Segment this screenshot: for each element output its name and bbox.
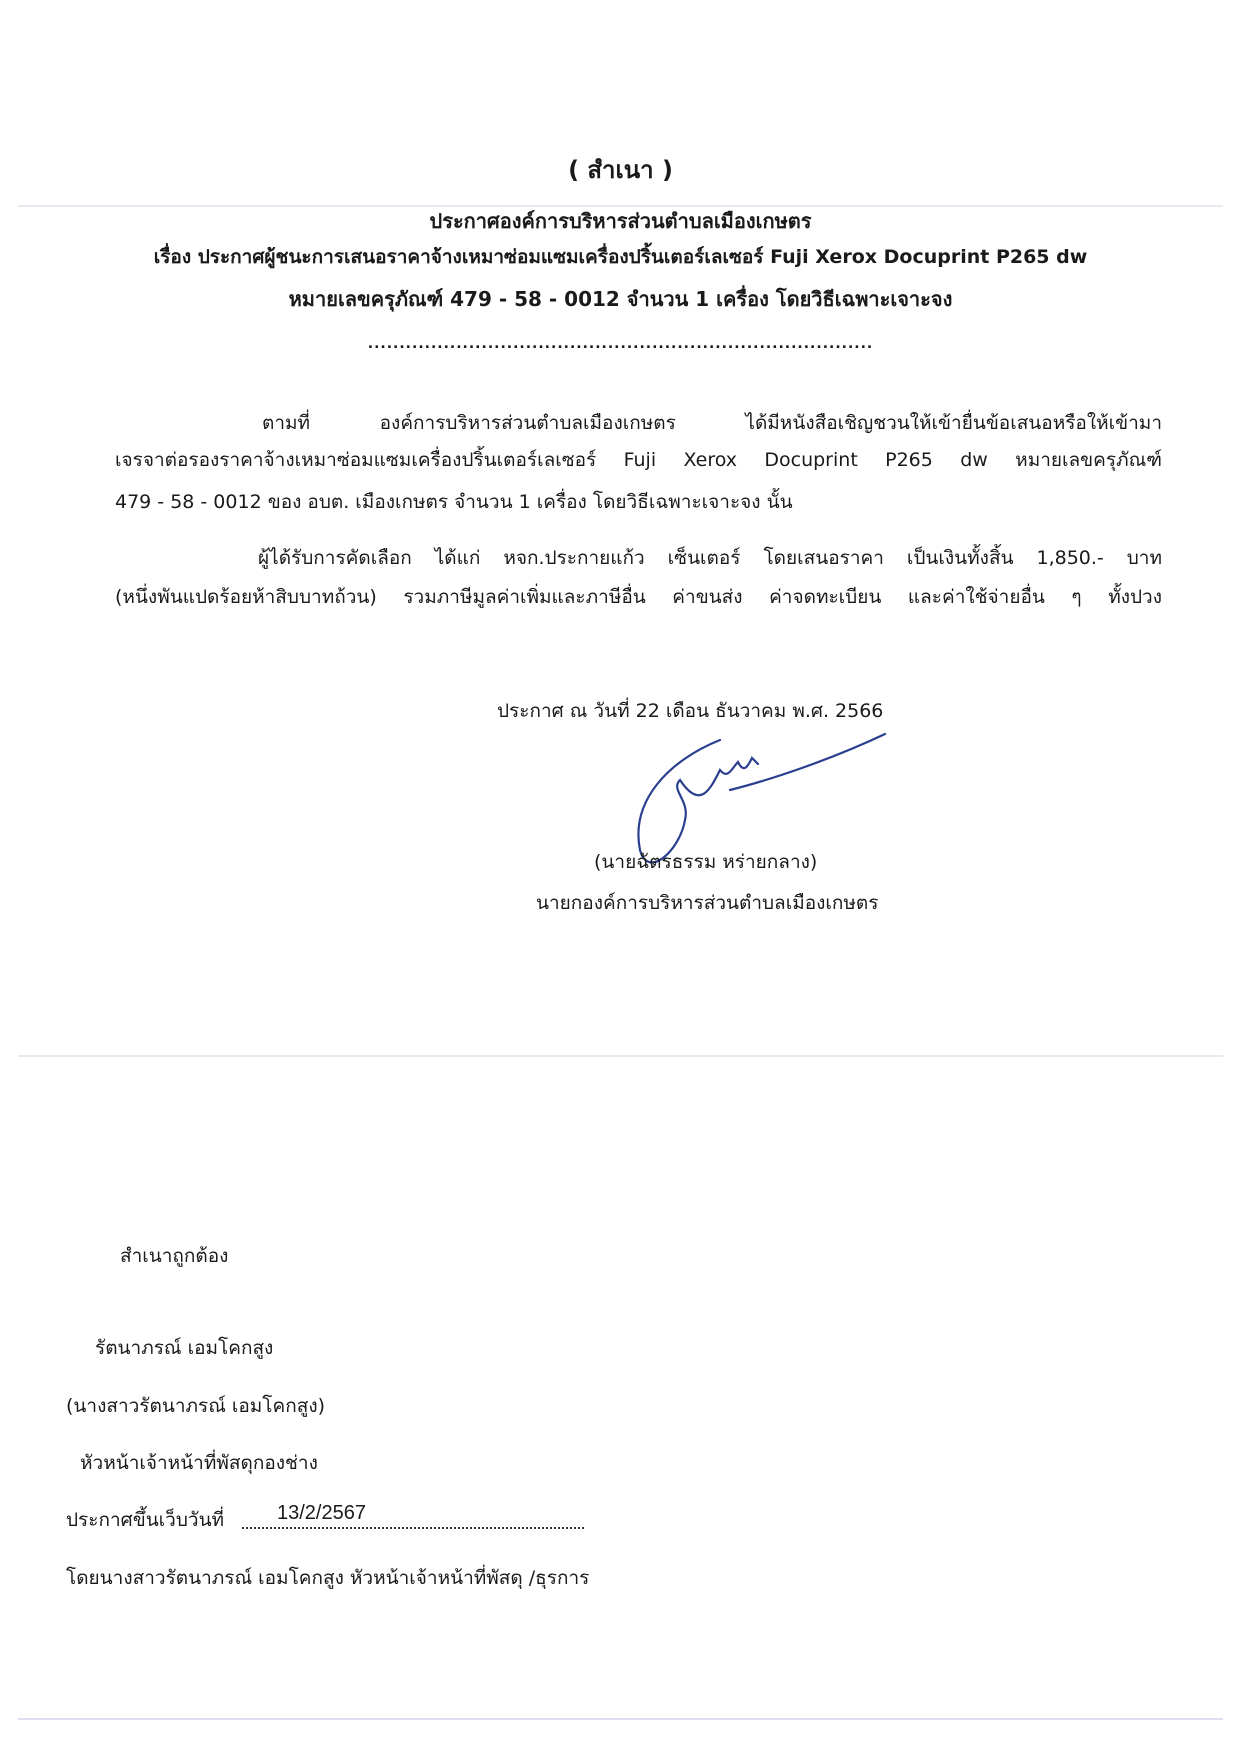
web-posted-label: ประกาศขึ้นเว็บวันที่	[66, 1509, 225, 1531]
copy-mark: ( สำเนา )	[568, 156, 673, 184]
certifier-position: หัวหน้าเจ้าหน้าที่พัสดุกองช่าง	[80, 1452, 318, 1474]
heading-line-1: ประกาศองค์การบริหารส่วนตำบลเมืองเกษตร	[429, 209, 812, 233]
heading-line-2: เรื่อง ประกาศผู้ชนะการเสนอราคาจ้างเหมาซ่อมแซมเครื่องปริ้นเตอร์เลเซอร์ Fuji Xerox Docuprint P265 dw	[153, 246, 1088, 268]
body-paragraph-1-line-1: ตามที่ องค์การบริหารส่วนตำบลเมืองเกษตร ได้มีหนังสือเชิญชวนให้เข้ายื่นข้อเสนอหรือให้เข้ามา	[262, 412, 1162, 434]
web-date-dotted-line	[242, 1527, 584, 1529]
body-paragraph-2-line-2: (หนึ่งพันแปดร้อยห้าสิบบาทถ้วน) รวมภาษีมูลค่าเพิ่มและภาษีอื่น ค่าขนส่ง ค่าจดทะเบียน และค่าใช้จ่ายอื่น ๆ ทั้งปวง	[115, 586, 1162, 608]
signatory-name: (นายฉัตรธรรม หร่ายกลาง)	[594, 851, 818, 873]
certifier-full-name: (นางสาวรัตนาภรณ์ เอมโคกสูง)	[66, 1395, 326, 1417]
signatory-position: นายกองค์การบริหารส่วนตำบลเมืองเกษตร	[536, 892, 879, 914]
announcement-date: ประกาศ ณ วันที่ 22 เดือน ธันวาคม พ.ศ. 2566	[497, 700, 884, 722]
web-posted-date: 13/2/2567	[277, 1502, 366, 1524]
signature-stroke	[638, 734, 885, 862]
heading-separator: ................................................................................	[367, 336, 874, 352]
body-paragraph-1-line-3: 479 - 58 - 0012 ของ อบต. เมืองเกษตร จำนวน 1 เครื่อง โดยวิธีเฉพาะเจาะจง นั้น	[115, 491, 793, 513]
scan-artifact-line	[18, 1718, 1223, 1720]
body-paragraph-2-line-1: ผู้ได้รับการคัดเลือก ได้แก่ หจก.ประกายแก้ว เซ็นเตอร์ โดยเสนอราคา เป็นเงินทั้งสิ้น 1,850.- บาท	[258, 547, 1162, 569]
certified-copy-label: สำเนาถูกต้อง	[120, 1245, 229, 1267]
certifier-signed-name: รัตนาภรณ์ เอมโคกสูง	[95, 1337, 274, 1359]
posted-by-line: โดยนางสาวรัตนาภรณ์ เอมโคกสูง หัวหน้าเจ้าหน้าที่พัสดุ /ธุรการ	[66, 1567, 590, 1589]
body-paragraph-1-line-2: เจรจาต่อรองราคาจ้างเหมาซ่อมแซมเครื่องปริ้นเตอร์เลเซอร์ Fuji Xerox Docuprint P265 dw หมายเลขครุภัณฑ์	[115, 449, 1162, 471]
heading-line-3: หมายเลขครุภัณฑ์ 479 - 58 - 0012 จำนวน 1 เครื่อง โดยวิธีเฉพาะเจาะจง	[288, 287, 953, 311]
scan-artifact-line	[18, 1055, 1223, 1057]
